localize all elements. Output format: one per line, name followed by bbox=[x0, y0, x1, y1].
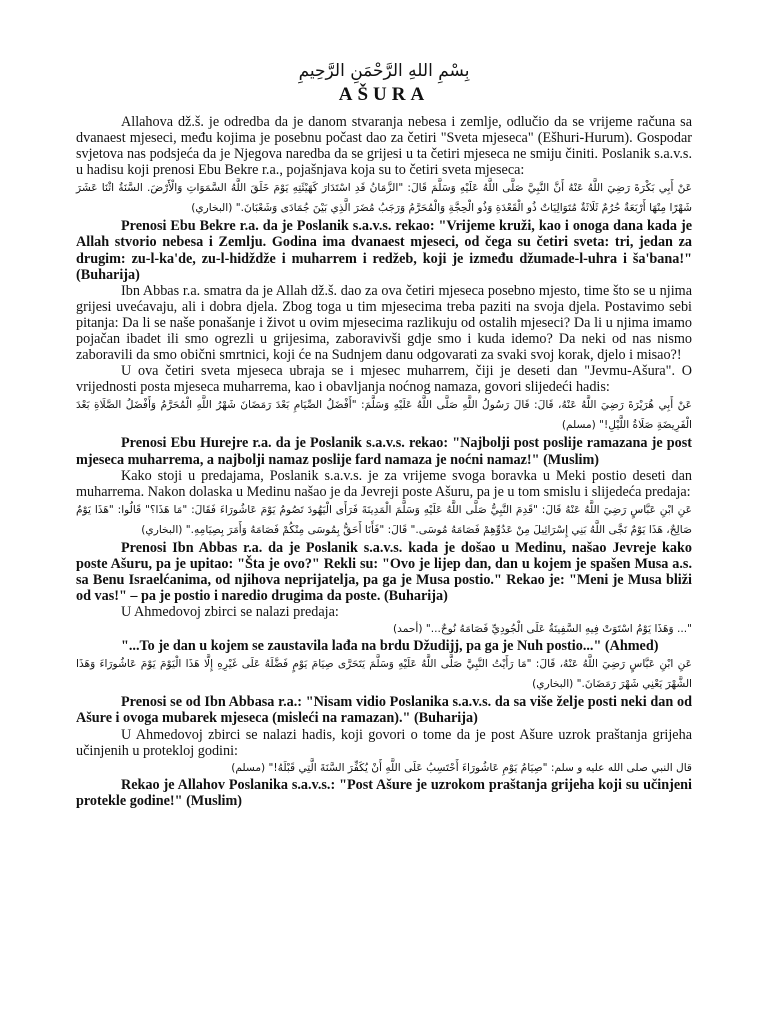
basmala-heading: بِسْمِ اللهِ الرَّحْمَنِ الرَّحِيمِ bbox=[298, 61, 470, 81]
intro-paragraph: Allahova dž.š. je odredba da je danom stvaranja nebesa i zemlje, odlučio da se vrijeme računa sa dvanaest mjeseci, među kojima je posebnu počast dao za četiri "Sveta mjeseca" (Ešhuri-Hurum). Gospodar svjetova nas podsjeća da je Njegova naredba da se grijesi u ta četiri mjeseca ne smiju činiti. Poslanik s.a.v.s. u hadisu koji prenosi Ebu Bekre r.a., pojašnjava koja su to četiri sveta mjeseca: bbox=[76, 114, 692, 179]
commentary-paragraph-5: U Ahmedovoj zbirci se nalazi hadis, koji govori o tome da je post Ašure uzrok praštanja grijeha učinjenih u proteklој godini: bbox=[76, 726, 692, 759]
arabic-hadith-6: قال النبي صلى الله عليه و سلم: "صِيَامُ يَوْمِ عَاشُورَاءَ أَحْتَسِبُ عَلَى اللَّهِ أَنْ يُكَفِّرَ السَّنَةَ الَّتِي قَبْلَهُ!" (مسلم) bbox=[231, 761, 692, 774]
translation-paragraph-4: "...To je dan u kojem se zaustavila lađa na brdu Džudijj, pa ga je Nuh postio..." (Ahmed) bbox=[121, 638, 659, 655]
commentary-paragraph-3: Kako stoji u predajama, Poslanik s.a.v.s. je za vrijeme svoga boravka u Meki postio deseti dan muharrema. Nakon dolaska u Medinu našao je da Jevreji poste Ašuru, pa je u tom smislu i slijedeća predaja: bbox=[76, 467, 692, 500]
arabic-hadith-3: عَنِ ابْنِ عَبَّاسٍ رَضِيَ اللَّهُ عَنْهُ قَالَ: "قَدِمَ النَّبِيُّ صَلَّى اللَّهُ عَلَيْهِ وَسَلَّمَ الْمَدِينَةَ فَرَأَى الْيَهُودَ تَصُومُ يَوْمَ عَاشُورَاءَ فَقَالَ: "مَا هَذَا؟" قَالُوا: "هَذَا يَوْمٌ صَالِحٌ، هَذَا يَوْمٌ نَجَّى اللَّهُ بَنِي إِسْرَائِيلَ مِنْ عَدُوِّهِمْ فَصَامَهُ مُوسَى." قَالَ: "فَأَنَا أَحَقُّ بِمُوسَى مِنْكُمْ فَصَامَهُ وَأَمَرَ بِصِيَامِهِ." (البخاري) bbox=[76, 503, 692, 536]
commentary-paragraph-2: U ova četiri sveta mjeseca ubraja se i mjesec muharrem, čiji je deseti dan "Jevmu-Ašura". O vrijednosti posta mjeseca muharrema, kao i obavljanja noćnog namaza, govori slijedeći hadis: bbox=[76, 363, 692, 396]
arabic-hadith-5: عَنِ ابْنِ عَبَّاسٍ رَضِيَ اللَّهُ عَنْهُ، قَالَ: "مَا رَأَيْتُ النَّبِيَّ صَلَّى اللَّهُ عَلَيْهِ وَسَلَّمَ يَتَحَرَّى صِيَامَ يَوْمٍ فَضَّلَهُ عَلَى غَيْرِهِ إِلَّا هَذَا الْيَوْمَ يَوْمَ عَاشُورَاءَ وَهَذَا الشَّهْرَ يَعْنِي شَهْرَ رَمَضَانَ." (البخاري) bbox=[76, 658, 692, 691]
arabic-hadith-2: عَنْ أَبِي هُرَيْرَةَ رَضِيَ اللَّهُ عَنْهُ، قَالَ: قَالَ رَسُولُ اللَّهِ صَلَّى اللَّهُ عَلَيْهِ وَسَلَّمَ: "أَفْضَلُ الصِّيَامِ بَعْدَ رَمَضَانَ شَهْرُ اللَّهِ الْمُحَرَّمُ وَأَفْضَلُ الصَّلَاةِ بَعْدَ الْفَرِيضَةِ صَلَاةُ اللَّيْلِ!" (مسلم) bbox=[76, 399, 692, 432]
translation-paragraph-6: Rekao je Allahov Poslanika s.a.v.s.: "Post Ašure je uzrokom praštanja grijeha koji su učinjeni protekle godine!" (Muslim) bbox=[76, 776, 692, 809]
commentary-paragraph-4: U Ahmedovoj zbirci se nalazi predaja: bbox=[121, 604, 339, 621]
translation-paragraph-3: Prenosi Ibn Abbas r.a. da je Poslanik s.a.v.s. kada je došao u Medinu, našao Jevreje kako poste Ašuru, pa je upitao: "Šta je ovo?" Rekli su: "Ovo je lijep dan, dan u kojem je spašen Musa a.s. sa Benu Israelćanima, od njihova neprijatelja, pa ga je Musa postio." Rekao je: "Meni je Musa bliži od vas!" – pa je postio i naredio drugima da poste. (Buharija) bbox=[76, 539, 692, 605]
arabic-hadith-1: عَنْ أَبِي بَكْرَةَ رَضِيَ اللَّهُ عَنْهُ أَنَّ النَّبِيَّ صَلَّى اللَّهُ عَلَيْهِ وَسَلَّمَ قَالَ: "الزَّمَانُ قَدِ اسْتَدَارَ كَهَيْئَتِهِ يَوْمَ خَلَقَ اللَّهُ السَّمَوَاتِ وَالْأَرْضَ. السَّنَةُ اثْنَا عَشَرَ شَهْرًا مِنْهَا أَرْبَعَةٌ حُرُمٌ ثَلَاثَةٌ مُتَوَالِيَاتٌ ذُو الْقَعْدَةِ وَذُو الْحِجَّةِ وَالْمُحَرَّمُ وَرَجَبُ مُضَرَ الَّذِي بَيْنَ جُمَادَى وَشَعْبَانَ." (البخاري) bbox=[76, 182, 692, 215]
translation-paragraph-2: Prenosi Ebu Hurejre r.a. da je Poslanik s.a.v.s. rekao: "Najbolji post poslije ramazana je post mjeseca muharrema, a najbolji namaz poslije fard namaza je noćni namaz!" (Muslim) bbox=[76, 435, 692, 468]
translation-paragraph-1: Prenosi Ebu Bekre r.a. da je Poslanik s.a.v.s. rekao: "Vrijeme kruži, kao i onoga dana kada je Allah stvorio nebesa i Zemlju. Godina ima dvanaest mjeseci, od čega su četiri sveta: tri, jedan za drugim: zu-l-ka'de, zu-l-hidždže i muharrem i redžeb, koji je između džumade-l-uhra i ša'bana!" (Buharija) bbox=[76, 218, 692, 283]
arabic-hadith-4: "... وَهَذَا يَوْمُ اسْتَوَتْ فِيهِ السَّفِينَةُ عَلَى الْجُودِيِّ فَصَامَهُ نُوحٌ..." (أحمد) bbox=[393, 623, 692, 636]
page-title: AŠURA bbox=[338, 84, 430, 105]
translation-paragraph-5: Prenosi se od Ibn Abbasa r.a.: "Nisam vidio Poslanika s.a.v.s. da sa više želje posti neki dan od Ašure i ovoga mubarek mjeseca (misleći na ramazan)." (Buharija) bbox=[76, 694, 692, 727]
commentary-paragraph-1: Ibn Abbas r.a. smatra da je Allah dž.š. dao za ova četiri mjeseca posebno mjesto, time što se u njima grijesi uvećavaju, ali i dobra djela. Zbog toga u tim mjesecima treba paziti na svoja djela. Postavimo sebi pitanja: Da li se naše ponašanje i život u ovim mjesecima razlikuju od ostalih mjeseci? Da li u njima imamo pojačan ibadet ili smo ogrezli u grijesima, zaboravivši gdje smo i kuda idemo? Da neki od nas nismo zaboravili da smo obični smrtnici, koji će na Sudnjem danu odgovarati za svaki svoj korak, djelo i misao?! bbox=[76, 282, 692, 364]
